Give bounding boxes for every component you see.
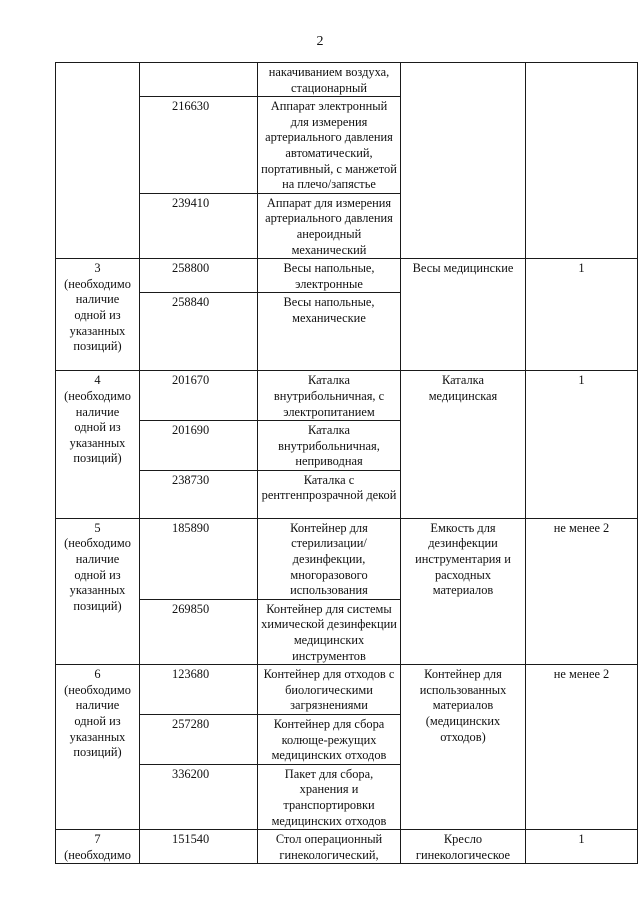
item-name: Контейнер для отходов с биологическими загрязнениями <box>258 665 401 715</box>
item-code: 123680 <box>140 665 258 715</box>
quantity: не менее 2 <box>526 665 638 830</box>
item-name: Пакет для сбора, хранения и транспортировки медицинских отходов <box>258 764 401 829</box>
table-row <box>56 259 638 293</box>
item-code: 336200 <box>140 764 258 829</box>
equipment-table <box>55 62 638 864</box>
item-code: 185890 <box>140 518 258 599</box>
equipment-type: Контейнер для использованных материалов (медицинских отходов) <box>401 665 526 830</box>
item-code: 269850 <box>140 599 258 664</box>
item-name: Аппарат электронный для измерения артериального давления автоматический, портативный, с манжетой на плечо/запястье <box>258 97 401 194</box>
item-code: 151540 <box>140 830 258 864</box>
equipment-type: Емкость для дезинфекции инструментария и расходных материалов <box>401 518 526 664</box>
equipment-type: Каталка медицинская <box>401 371 526 519</box>
item-code: 258840 <box>140 293 258 371</box>
item-code: 257280 <box>140 715 258 765</box>
item-name: Весы напольные, механические <box>258 293 401 371</box>
item-name: накачиванием воздуха, стационарный <box>258 63 401 97</box>
page-number: 2 <box>316 34 324 49</box>
item-name: Стол операционный гинекологический, <box>258 830 401 864</box>
position-number: 4 (необходимо наличие одной из указанных позиций) <box>56 371 140 519</box>
equipment-type <box>401 63 526 259</box>
item-code: 201690 <box>140 421 258 471</box>
table-row <box>56 665 638 715</box>
item-name: Весы напольные, электронные <box>258 259 401 293</box>
quantity: не менее 2 <box>526 518 638 664</box>
equipment-type: Весы медицинские <box>401 259 526 371</box>
table-row <box>56 63 638 97</box>
item-name: Каталка с рентгенпрозрачной декой <box>258 470 401 518</box>
equipment-type: Кресло гинекологическое <box>401 830 526 864</box>
quantity <box>526 63 638 259</box>
item-name: Контейнер для сбора колюще-режущих медицинских отходов <box>258 715 401 765</box>
item-name: Каталка внутрибольничная, с электропитанием <box>258 371 401 421</box>
table-row <box>56 371 638 421</box>
position-number <box>56 63 140 259</box>
item-code: 239410 <box>140 193 258 258</box>
item-code: 201670 <box>140 371 258 421</box>
item-code: 238730 <box>140 470 258 518</box>
position-number: 7 (необходимо <box>56 830 140 864</box>
quantity: 1 <box>526 371 638 519</box>
item-code <box>140 63 258 97</box>
table-row <box>56 830 638 864</box>
position-number: 6 (необходимо наличие одной из указанных позиций) <box>56 665 140 830</box>
item-name: Каталка внутрибольничная, неприводная <box>258 421 401 471</box>
item-code: 258800 <box>140 259 258 293</box>
quantity: 1 <box>526 830 638 864</box>
item-code: 216630 <box>140 97 258 194</box>
table-row <box>56 518 638 599</box>
item-name: Контейнер для системы химической дезинфекции медицинских инструментов <box>258 599 401 664</box>
quantity: 1 <box>526 259 638 371</box>
position-number: 5 (необходимо наличие одной из указанных позиций) <box>56 518 140 664</box>
item-name: Аппарат для измерения артериального давления анероидный механический <box>258 193 401 258</box>
item-name: Контейнер для стерилизации/ дезинфекции, многоразового использования <box>258 518 401 599</box>
position-number: 3 (необходимо наличие одной из указанных позиций) <box>56 259 140 371</box>
